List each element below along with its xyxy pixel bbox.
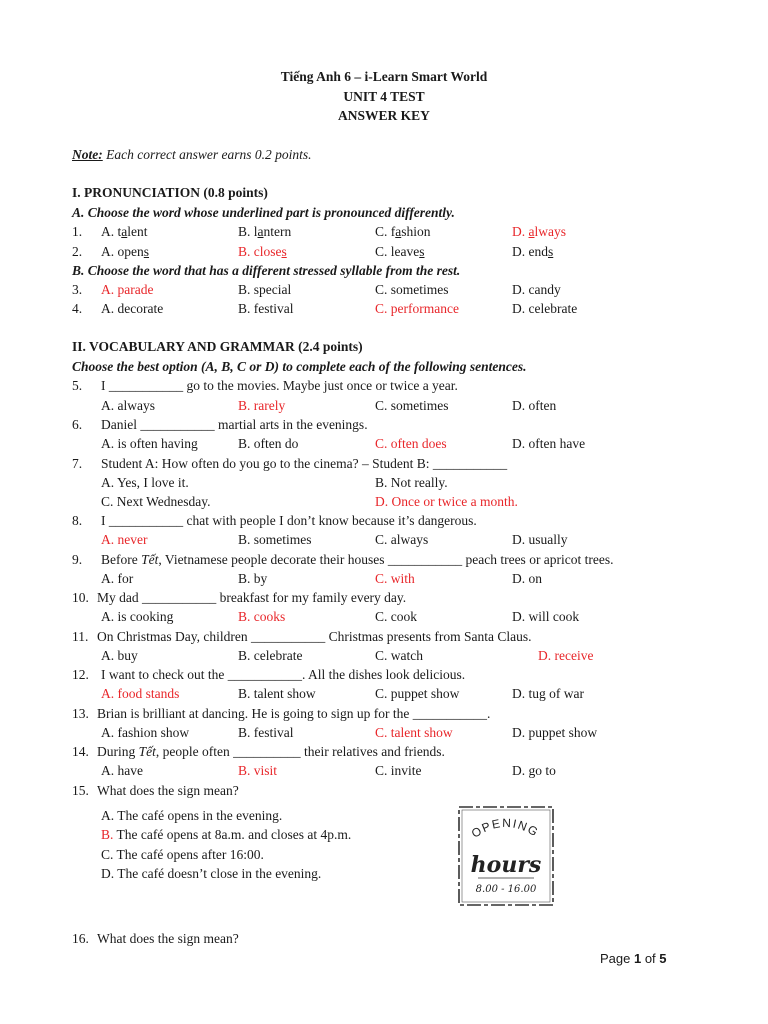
q8-option-a-answer: A. never — [101, 532, 148, 547]
q7-option-c: C. Next Wednesday. — [101, 494, 211, 509]
q14-stem: During Tết, people often __________ their relatives and friends. — [97, 744, 445, 759]
q2-option-d: D. ends — [512, 244, 554, 259]
q14-option-a: A. have — [101, 763, 143, 778]
unit-title: UNIT 4 TEST — [343, 89, 425, 104]
q10-option-b-answer: B. cooks — [238, 609, 286, 624]
q9-option-c-answer: C. with — [375, 571, 415, 586]
q7-option-a: A. Yes, I love it. — [101, 475, 189, 490]
q12-option-c: C. puppet show — [375, 686, 460, 701]
q16-stem: What does the sign mean? — [97, 931, 239, 946]
q11-number: 11. — [72, 629, 89, 644]
q9-option-a: A. for — [101, 571, 134, 586]
q9-stem: Before Tết, Vietnamese people decorate their houses ___________ peach trees or apricot trees. — [101, 552, 614, 567]
q1-number: 1. — [72, 224, 83, 239]
q3-number: 3. — [72, 282, 83, 297]
q2-option-a: A. opens — [101, 244, 150, 259]
q6-number: 6. — [72, 417, 83, 432]
note-text: Each correct answer earns 0.2 points. — [102, 147, 312, 162]
q12-option-d: D. tug of war — [512, 686, 584, 701]
q11-option-d-answer: D. receive — [538, 648, 594, 663]
q3-option-c: C. sometimes — [375, 282, 449, 297]
q3-option-a-answer: A. parade — [101, 282, 154, 297]
q5-option-d: D. often — [512, 398, 557, 413]
q13-number: 13. — [72, 706, 89, 721]
q13-option-a: A. fashion show — [101, 725, 190, 740]
q15-option-b-answer: B. The café opens at 8a.m. and closes at 4p.m. — [101, 827, 352, 842]
q9-option-d: D. on — [512, 571, 542, 586]
q3-option-b: B. special — [238, 282, 292, 297]
q6-option-a: A. is often having — [101, 436, 198, 451]
q14-option-d: D. go to — [512, 763, 556, 778]
q11-stem: On Christmas Day, children ___________ Christmas presents from Santa Claus. — [97, 629, 532, 644]
q11-option-a: A. buy — [101, 648, 138, 663]
sign-main-text: hours — [470, 852, 542, 878]
q5-option-b-answer: B. rarely — [238, 398, 286, 413]
q16-number: 16. — [72, 931, 89, 946]
q10-number: 10. — [72, 590, 89, 605]
q2-number: 2. — [72, 244, 83, 259]
q14-option-b-answer: B. visit — [238, 763, 278, 778]
q15-number: 15. — [72, 783, 89, 798]
q10-stem: My dad ___________ breakfast for my family every day. — [97, 590, 407, 605]
q4-option-d: D. celebrate — [512, 301, 578, 316]
q15-option-a: A. The café opens in the evening. — [101, 808, 283, 823]
course-title: Tiếng Anh 6 – i-Learn Smart World — [280, 69, 488, 84]
section2-title: II. VOCABULARY AND GRAMMAR (2.4 points) — [72, 339, 363, 354]
q2-option-c: C. leaves — [375, 244, 425, 259]
q12-stem: I want to check out the ___________. All the dishes look delicious. — [101, 667, 466, 682]
q2-option-b-answer: B. closes — [238, 244, 287, 259]
q5-option-c: C. sometimes — [375, 398, 449, 413]
q4-option-a: A. decorate — [101, 301, 164, 316]
q9-number: 9. — [72, 552, 83, 567]
q11-option-c: C. watch — [375, 648, 423, 663]
sign-time-text: 8.00 - 16.00 — [475, 884, 537, 895]
q11-option-b: B. celebrate — [238, 648, 303, 663]
q4-number: 4. — [72, 301, 83, 316]
q14-number: 14. — [72, 744, 89, 759]
q5-stem: I ___________ go to the movies. Maybe just once or twice a year. — [101, 378, 458, 393]
q4-option-b: B. festival — [238, 301, 294, 316]
answer-key-title: ANSWER KEY — [338, 108, 430, 123]
section1-partA: A. Choose the word whose underlined part is pronounced differently. — [72, 205, 455, 220]
q5-number: 5. — [72, 378, 83, 393]
q12-option-b: B. talent show — [238, 686, 316, 701]
q8-option-d: D. usually — [512, 532, 568, 547]
q9-option-b: B. by — [238, 571, 268, 586]
q6-option-b: B. often do — [238, 436, 299, 451]
q8-option-b: B. sometimes — [238, 532, 312, 547]
q6-option-c-answer: C. often does — [375, 436, 447, 451]
page-footer: Page 1 of 5 — [600, 951, 667, 966]
q1-option-a: A. talent — [101, 224, 148, 239]
q5-option-a: A. always — [101, 398, 155, 413]
opening-hours-sign — [456, 804, 556, 908]
q15-option-c: C. The café opens after 16:00. — [101, 847, 264, 862]
q4-option-c-answer: C. performance — [375, 301, 459, 316]
q10-option-a: A. is cooking — [101, 609, 174, 624]
q6-stem: Daniel ___________ martial arts in the evenings. — [101, 417, 368, 432]
q3-option-d: D. candy — [512, 282, 561, 297]
q6-option-d: D. often have — [512, 436, 586, 451]
q7-number: 7. — [72, 456, 83, 471]
q8-option-c: C. always — [375, 532, 429, 547]
q10-option-c: C. cook — [375, 609, 417, 624]
section1-partB: B. Choose the word that has a different stressed syllable from the rest. — [72, 263, 461, 278]
q13-option-b: B. festival — [238, 725, 294, 740]
section2-instruction: Choose the best option (A, B, C or D) to complete each of the following sentences. — [72, 359, 527, 374]
sign-top-text: OPENING — [468, 815, 542, 841]
q12-number: 12. — [72, 667, 89, 682]
note-label: Note: — [72, 147, 103, 162]
q13-option-d: D. puppet show — [512, 725, 598, 740]
q1-option-d-answer: D. always — [512, 224, 566, 239]
q15-option-d: D. The café doesn’t close in the evening. — [101, 866, 322, 881]
q1-option-c: C. fashion — [375, 224, 431, 239]
q10-option-d: D. will cook — [512, 609, 580, 624]
q13-option-c-answer: C. talent show — [375, 725, 453, 740]
q7-stem: Student A: How often do you go to the cinema? – Student B: ___________ — [101, 456, 508, 471]
q7-option-b: B. Not really. — [375, 475, 448, 490]
section1-title: I. PRONUNCIATION (0.8 points) — [72, 185, 268, 200]
q8-number: 8. — [72, 513, 83, 528]
note — [72, 147, 311, 163]
q12-option-a-answer: A. food stands — [101, 686, 180, 701]
q13-stem: Brian is brilliant at dancing. He is going to sign up for the ___________. — [97, 706, 491, 721]
q15-stem: What does the sign mean? — [97, 783, 239, 798]
q7-option-d-answer: D. Once or twice a month. — [375, 494, 518, 509]
q1-option-b: B. lantern — [238, 224, 292, 239]
q14-option-c: C. invite — [375, 763, 422, 778]
q8-stem: I ___________ chat with people I don’t know because it’s dangerous. — [101, 513, 477, 528]
